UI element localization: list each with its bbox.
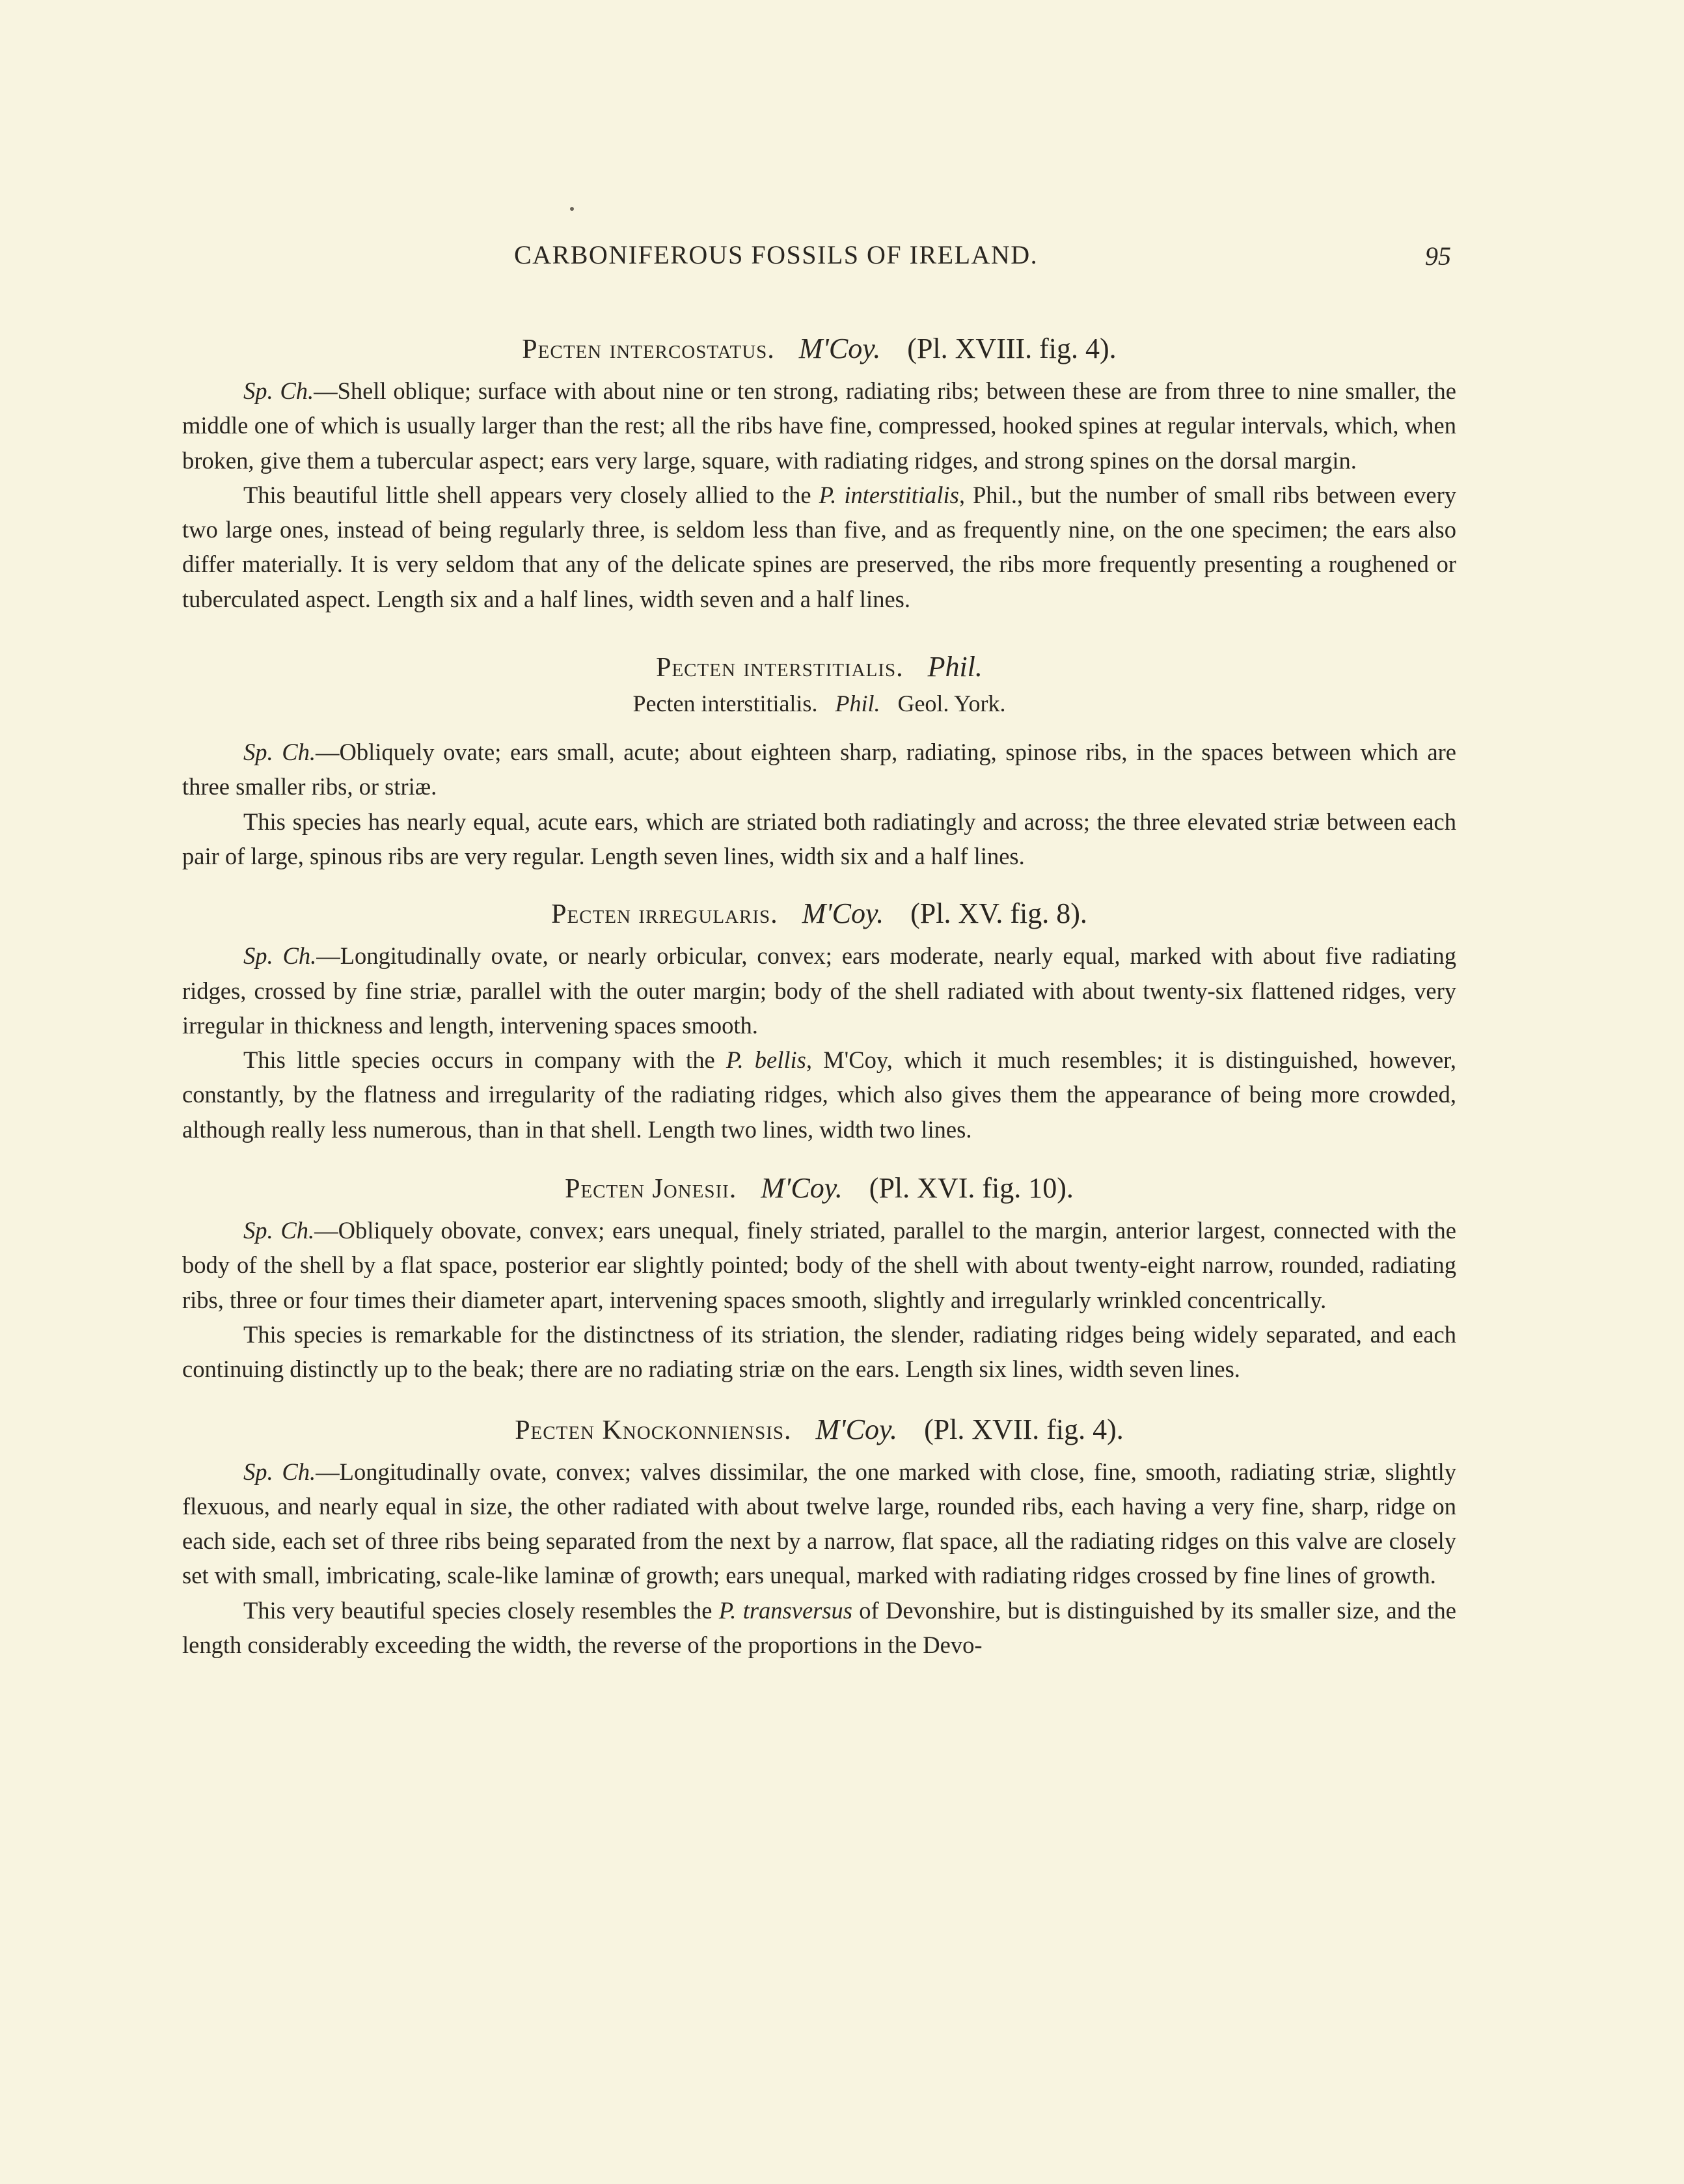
specific-characters (182, 374, 1456, 478)
species-author: M'Coy. (815, 1413, 898, 1445)
remarks-text: of Devonshire, but is distinguished by its smaller size, and the length considerably exceeding the width, the reverse of the proportions in the Devo- (182, 1596, 1457, 1659)
running-title: CARBONIFEROUS FOSSILS OF IRELAND. (514, 240, 1039, 269)
species-heading (182, 895, 1456, 932)
specific-characters-label: Sp. Ch. (243, 1458, 316, 1485)
taxon-reference: P. transversus (718, 1596, 853, 1624)
plate-reference: (Pl. XVIII. fig. 4). (907, 333, 1117, 364)
specific-characters-label: Sp. Ch. (243, 1217, 315, 1244)
specific-characters-label: Sp. Ch. (243, 739, 316, 766)
specific-characters-text: —Obliquely ovate; ears small, acute; about eighteen sharp, radiating, spinose ribs, in the spaces between which are three smaller ribs, or striæ. (182, 739, 1456, 800)
section-spacer (182, 1387, 1456, 1412)
specific-characters (182, 1454, 1456, 1593)
species-entry-knockonniensis (182, 1412, 1456, 1663)
remarks (182, 1593, 1456, 1663)
specific-characters-label: Sp. Ch. (243, 377, 314, 404)
taxon-reference: P. interstitialis, (819, 481, 965, 508)
species-heading (182, 1170, 1456, 1207)
species-entry-intercostatus (182, 331, 1456, 616)
specific-characters (182, 938, 1456, 1043)
species-author: M'Coy. (798, 333, 881, 364)
specific-characters (182, 735, 1456, 804)
species-author: Phil. (927, 651, 983, 683)
species-name: Pecten irregularis. (551, 899, 778, 930)
remarks-text: This very beautiful species closely resembles the (243, 1596, 719, 1624)
species-entry-irregularis (182, 895, 1456, 1147)
specific-characters-text: —Shell oblique; surface with about nine or ten strong, radiating ribs; between these are from three to nine smaller, the middle one of which is usually larger than the rest; all the ribs have fine, compressed, hooked spines at regular intervals, which, when broken, give them a tubercular aspect; ears very large, square, with radiating ridges, and strong spines on the dorsal margin. (182, 377, 1456, 474)
specific-characters-text: —Longitudinally ovate, convex; valves dissimilar, the one marked with close, fine, smooth, radiating striæ, slightly flexuous, and nearly equal in size, the other radiated with about twelve large, rounded ribs, each having a very fine, sharp, ridge on each side, each set of three ribs being separated from the next by a narrow, flat space, all the radiating ridges on this valve are closely set with small, imbricating, scale-like laminæ of growth; ears unequal, marked with radiating ridges crossed by fine lines of growth. (182, 1458, 1456, 1589)
specific-characters-text: —Obliquely obovate, convex; ears unequal, finely striated, parallel to the margin, anterior largest, connected with the body of the shell by a flat space, posterior ear slightly pointed; body of the shell with about twenty-eight narrow, rounded, radiating ribs, three or four times their diameter apart, intervening spaces smooth, slightly and irregularly wrinkled concentrically. (182, 1217, 1456, 1313)
remarks-text: This little species occurs in company with the (243, 1046, 726, 1074)
page-number: 95 (1425, 241, 1451, 271)
species-author: M'Coy. (761, 1172, 843, 1205)
remarks-text: M'Coy, which it much resembles; it is distinguished, however, constantly, by the flatness and irregularity of the radiating ridges, which also gives them the appearance of being more crowded, although really less numerous, than in that shell. Length two lines, width two lines. (182, 1046, 1456, 1143)
species-name: Pecten interstitialis. (656, 653, 904, 683)
synonym-author: Phil. (835, 690, 880, 717)
specific-characters-label: Sp. Ch. (243, 942, 317, 970)
remarks-text: This species is remarkable for the distinctness of its striation, the slender, radiating ridges being widely separated, and each continuing distinctly up to the beak; there are no radiating striæ on the ears. Length six lines, width seven lines. (182, 1320, 1456, 1383)
species-name: Pecten intercostatus. (522, 334, 775, 364)
species-name: Pecten Knockonniensis. (515, 1415, 792, 1445)
species-entry-interstitialis (182, 649, 1456, 873)
synonym-citation (182, 687, 1456, 720)
section-spacer (182, 616, 1456, 649)
remarks (182, 1317, 1456, 1387)
page-body (182, 331, 1456, 1662)
specific-characters (182, 1213, 1456, 1317)
species-author: M'Coy. (802, 897, 884, 930)
species-name: Pecten Jonesii. (565, 1174, 737, 1205)
remarks (182, 1043, 1456, 1147)
plate-reference: (Pl. XV. fig. 8). (910, 897, 1087, 930)
plate-reference: (Pl. XVI. fig. 10). (869, 1172, 1074, 1205)
remarks (182, 804, 1456, 874)
synonym-work: Geol. York. (897, 690, 1006, 717)
remarks-text: Phil., but the number of small ribs between every two large ones, instead of being regularly three, is seldom less than five, and as frequently nine, on the one specimen; the ears also differ materially. It is very seldom that any of the delicate spines are preserved, the ribs more frequently presenting a roughened or tuberculated aspect. Length six and a half lines, width seven and a half lines. (182, 481, 1457, 612)
remarks (182, 478, 1456, 616)
remarks-text: This species has nearly equal, acute ears, which are striated both radiatingly and across; the three elevated striæ between each pair of large, spinous ribs are very regular. Length seven lines, width six and a half lines. (182, 808, 1456, 869)
ink-speck (570, 207, 574, 211)
section-spacer (182, 1147, 1456, 1170)
section-spacer (182, 873, 1456, 895)
species-heading (182, 1412, 1456, 1448)
plate-reference: (Pl. XVII. fig. 4). (924, 1413, 1124, 1445)
taxon-reference: P. bellis, (726, 1046, 812, 1074)
remarks-text: This beautiful little shell appears very closely allied to the (243, 481, 819, 508)
species-heading (182, 649, 1456, 685)
synonym-name: Pecten interstitialis. (632, 690, 818, 717)
species-entry-jonesii (182, 1170, 1456, 1386)
specific-characters-text: —Longitudinally ovate, or nearly orbicular, convex; ears moderate, nearly equal, marked with about five radiating ridges, crossed by fine striæ, parallel with the outer margin; body of the shell radiated with about twenty-six flattened ridges, very irregular in thickness and length, intervening spaces smooth. (182, 942, 1456, 1039)
species-heading (182, 331, 1456, 367)
